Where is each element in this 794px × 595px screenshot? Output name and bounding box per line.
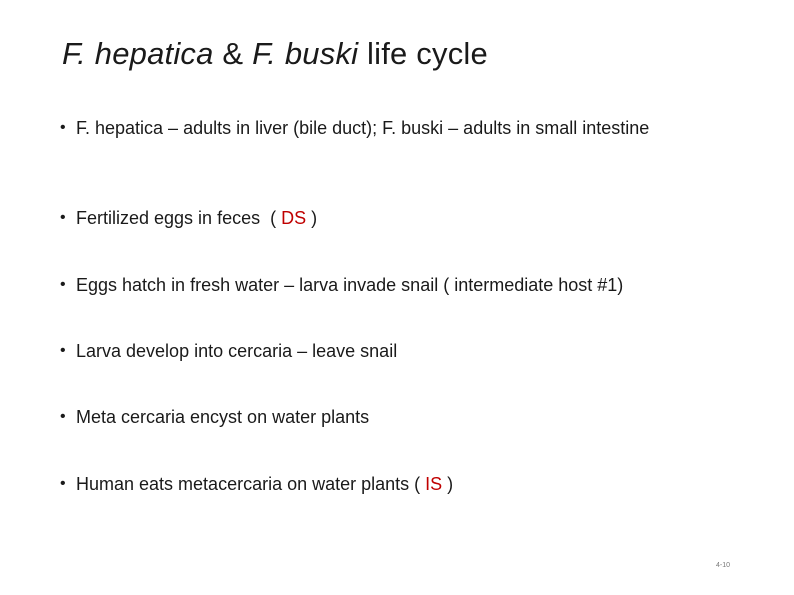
- bullet-item-eggs-hatch: [60, 273, 750, 297]
- bullet-item-meta-cercaria: [60, 405, 750, 429]
- bullet-text: [76, 206, 750, 230]
- bullet-text: Larva develop into cercaria – leave snail: [76, 341, 398, 361]
- bullet-item-eggs-feces: [60, 206, 750, 230]
- slide-title: [62, 36, 488, 72]
- bullet-dot: •: [60, 342, 66, 359]
- title-genus-1: F. hepatica: [62, 36, 214, 71]
- bullet-text-post: ): [306, 208, 318, 228]
- bullet-dot: •: [60, 276, 66, 293]
- bullet-item-human-eats: [60, 472, 750, 496]
- is-highlight: IS: [425, 474, 443, 494]
- bullet-dot: •: [60, 408, 66, 425]
- title-ampersand: &: [213, 36, 253, 71]
- bullet-text: Eggs hatch in fresh water – larva invade snail ( intermediate host #1): [76, 275, 624, 295]
- bullet-dot: •: [60, 475, 66, 492]
- bullet-dot: •: [60, 119, 66, 136]
- title-suffix: life cycle: [358, 36, 488, 71]
- bullet-text: [76, 472, 750, 496]
- title-genus-2: F. buski: [252, 36, 359, 71]
- bullet-text: F. hepatica – adults in liver (bile duct); F. buski – adults in small intestine: [76, 118, 650, 138]
- bullet-item-adults: [60, 116, 750, 140]
- bullet-text-post: ): [442, 474, 454, 494]
- bullet-text: Meta cercaria encyst on water plants: [76, 407, 370, 427]
- bullet-item-larva-develop: [60, 339, 750, 363]
- bullet-text-pre: Human eats metacercaria on water plants (: [76, 474, 426, 494]
- bullet-dot: •: [60, 209, 66, 226]
- page-number: 4-10: [716, 562, 731, 569]
- ds-highlight: DS: [281, 208, 307, 228]
- bullet-text-pre: Fertilized eggs in feces (: [76, 208, 282, 228]
